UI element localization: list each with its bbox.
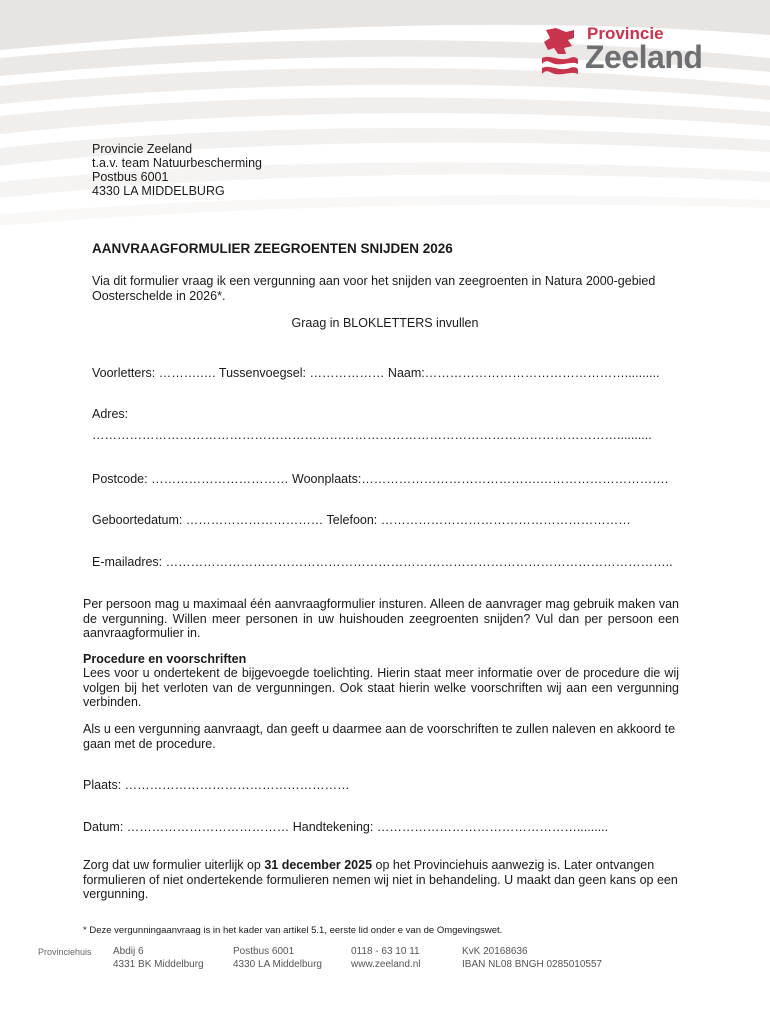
footer-line: KvK 20168636 [462,946,528,957]
deadline-paragraph [83,858,679,902]
footer-website-link[interactable]: www.zeeland.nl [351,958,421,970]
fill-instruction: Graag in BLOKLETTERS invullen [291,316,479,330]
procedure-paragraph: Lees voor u ondertekent de bijgevoegde toelichting. Hierin staat meer informatie over de procedure die wij volgen bij het verloten van de vergunningen. Ook staat hierin welke voorschriften wij aan een vergunning verbinden. [83,666,679,709]
footer-postbus [233,946,322,971]
address-line: t.a.v. team Natuurbescherming [92,156,262,170]
form-title: AANVRAAGFORMULIER ZEEGROENTEN SNIJDEN 2026 [92,241,453,256]
zeeland-lion-icon [540,26,580,76]
footer-phone: 0118 - 63 10 11 [351,946,420,957]
footnote: * Deze vergunningaanvraag is in het kader van artikel 5.1, eerste lid onder e van de Omgevingswet. [83,925,503,936]
date-signature-line[interactable]: Datum: ………………………………… Handtekening: …………………………………………......... [83,820,609,834]
deadline-text-start: Zorg dat uw formulier uiterlijk op [83,858,265,872]
footer-line: 4331 BK Middelburg [113,958,204,970]
footer-line: 4330 LA Middelburg [233,958,322,970]
logo-text-provincie: Provincie [587,24,664,43]
deadline-date: 31 december 2025 [264,858,373,872]
birthdate-phone-line[interactable]: Geboortedatum: …………………………… Telefoon: …………………………………………………… [92,513,631,527]
address-line: Provincie Zeeland [92,142,193,156]
consent-paragraph: Als u een vergunning aanvraagt, dan geeft u daarmee aan de voorschriften te zullen naleven en akkoord te gaan met de procedure. [83,722,676,751]
postcode-city-line[interactable]: Postcode: …………………………… Woonplaats:…………………………………….…………………………. [92,472,669,486]
footer-line: IBAN NL08 BNGH 0285010557 [462,958,603,970]
logo-text-zeeland: Zeeland [585,39,703,75]
place-field-line[interactable]: Plaats: ……………………………………………… [83,778,350,792]
footer-label: Provinciehuis [38,947,92,957]
address-line: 4330 LA MIDDELBURG [92,184,225,198]
address-line: Postbus 6001 [92,170,169,184]
one-form-per-person-paragraph: Per persoon mag u maximaal één aanvraagformulier insturen. Alleen de aanvrager mag gebruik maken van de vergunning. Willen meer personen in uw huishouden zeegroenten snijden? Vul dan per persoon een aanvraagformulier in. [83,597,679,640]
footer-line: Abdij 6 [113,946,144,957]
deadline-text-end: op het Provinciehuis aanwezig is. Later ontvangen formulieren of niet ondertekende formulieren nemen wij niet in behandeling. U maakt dan geen kans op een vergunning. [83,858,678,901]
recipient-address [92,142,262,198]
footer-registration [462,946,602,971]
procedure-heading: Procedure en voorschriften [83,652,247,666]
name-fields-line[interactable]: Voorletters: ……….…. Tussenvoegsel: ……………… Naam:………………………………………….......... [92,366,660,380]
email-field-line[interactable]: E-mailadres: ………………………………………………………………………………………………………….. [92,555,673,569]
footer-contact [351,946,420,971]
address-field-line[interactable]: ……………………………………………………………………………………………………………….......... [92,428,652,442]
intro-text: Via dit formulier vraag ik een vergunning aan voor het snijden van zeegroenten in Natura 2000-gebied Oosterschelde in 2026*. [92,274,656,303]
address-label: Adres: [92,407,129,421]
footer-line: Postbus 6001 [233,946,295,957]
footer-address [113,946,204,971]
provincie-zeeland-logo [540,24,720,80]
